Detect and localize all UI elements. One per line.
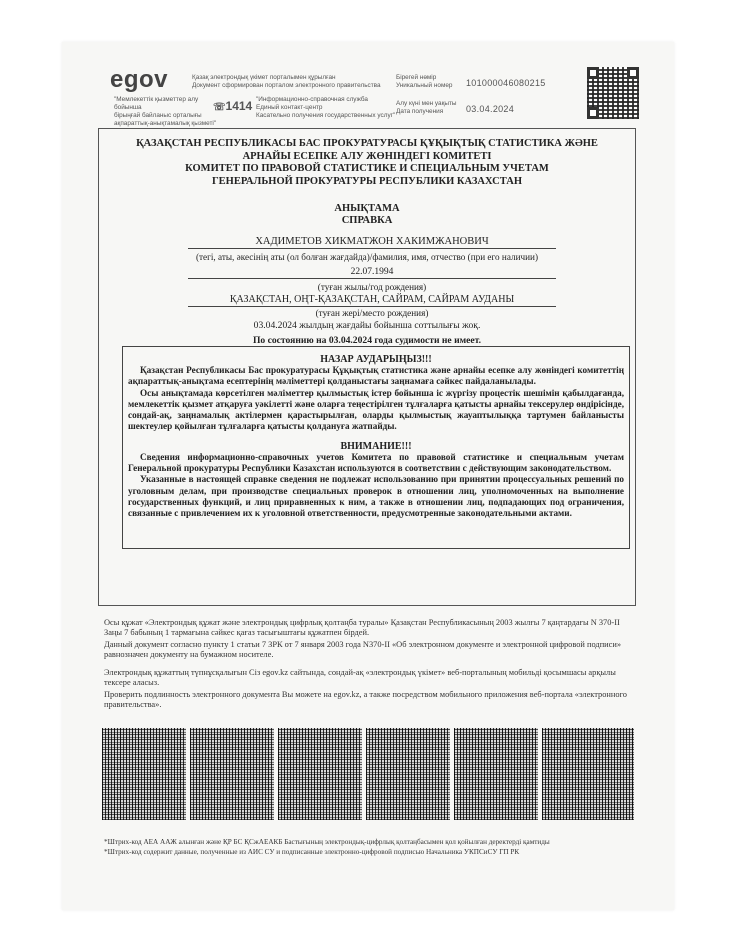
service-note-kz-line: бірыңғай байланыс орталығы xyxy=(114,112,202,119)
birth-place-caption: (туған жері/место рождения) xyxy=(315,308,429,318)
service-note-kz xyxy=(114,96,224,128)
status-kz: 03.04.2024 жылдың жағдайы бойынша соттылығы жоқ. xyxy=(253,320,481,331)
service-note-kz-line: "Мемлекеттік қызметтер алу бойынша xyxy=(114,96,199,111)
service-note-ru-line: "Информационно-справочная служба xyxy=(256,96,368,103)
doc-type-kz: АНЫҚТАМА xyxy=(334,203,400,214)
notice-content xyxy=(128,354,624,520)
portal-caption-ru: Документ сформирован порталом электронного правительства xyxy=(192,82,381,89)
barcode-block xyxy=(102,728,186,820)
footnote-ru: *Штрих-код содержит данные, полученные из АИС СУ и подписанные электронно-цифровой подписью Начальника УКПСиСУ ГП РК xyxy=(104,848,520,856)
egov-logo xyxy=(110,66,168,94)
service-note-kz-line: ақпараттық-анықтамалық қызметі" xyxy=(114,120,217,127)
notice-para-kz-2: Осы анықтамада көрсетілген мәліметтер қылмыстық істер бойынша іс жүргізу процестік шешімін қабылдағанда, мемлекеттік қызмет атқаруға уәкілетті және оларға теңестірілген тұлғаларға қатысты арнайы тексерулер өндірісінде, сондай-ақ, заңнамалық актілермен қарастырылған, оларды қылмыстық жауаптылыққа тартумен байланысты шектеулер қойылған тұлғаларға қатысты қолдануға жатпайды. xyxy=(128,387,624,432)
legal-ru: Данный документ согласно пункту 1 статьи 7 ЗРК от 7 января 2003 года N370-II «Об электронном документе и электронной цифровой подписи» равнозначен документу на бумажном носителе. xyxy=(104,640,622,660)
birth-date-caption: (туған жылы/год рождения) xyxy=(317,282,427,292)
notice-para-ru-2: Указанные в настоящей справке сведения не подлежат использованию при принятии процессуальных решений по уголовным делам, при производстве специальных проверок в отношении лиц, уполномоченных на выполнение государственных функций, и лиц приравненных к ним, а также в отношении лиц, подпадающих под ограничения, связанные с привлечением их к уголовной ответственности, предусмотренные законодательными актами. xyxy=(128,474,624,519)
notice-title-ru: ВНИМАНИЕ!!! xyxy=(340,440,412,452)
issuer-title-ru-1: КОМИТЕТ ПО ПРАВОВОЙ СТАТИСТИКЕ И СПЕЦИАЛЬНЫМ УЧЕТАМ xyxy=(185,163,549,174)
notice-title-kz: НАЗАР АУДАРЫҢЫЗ!!! xyxy=(320,354,432,365)
date-label-ru: Дата получения xyxy=(396,108,444,115)
barcode-block xyxy=(542,728,634,820)
date-value: 03.04.2024 xyxy=(466,104,515,114)
person-name-caption: (тегі, аты, әкесінің аты (ол болған жағдайда)/фамилия, имя, отчество (при его наличии) xyxy=(195,252,539,262)
status-ru: По состоянию на 03.04.2024 года судимости не имеет. xyxy=(252,335,482,346)
person-name: ХАДИМЕТОВ ХИКМАТЖОН ХАКИМЖАНОВИЧ xyxy=(188,235,556,249)
issuer-title-ru-2: ГЕНЕРАЛЬНОЙ ПРОКУРАТУРЫ РЕСПУБЛИКИ КАЗАХСТАН xyxy=(212,175,522,187)
portal-caption-kz: Қазақ электрондық үкімет порталымен құрылған xyxy=(192,74,336,81)
unique-number-label-kz: Бірегей нөмір xyxy=(396,74,437,81)
unique-number-value: 10100004608021​5 xyxy=(466,78,546,88)
qr-finder xyxy=(587,67,599,79)
issuer-title-kz-2: АРНАЙЫ ЕСЕПКЕ АЛУ ЖӨНІНДЕГІ КОМИТЕТІ xyxy=(242,150,492,162)
egov-logo-text: egov xyxy=(110,66,169,93)
verify-kz: Электрондық құжаттың түпнұсқалығын Сіз egov.kz сайтында, сондай-ақ «электрондық үкімет» веб-порталының мобильді қосымшасы арқылы тексере аласыз. xyxy=(104,668,616,688)
service-note-ru xyxy=(256,96,396,120)
qr-code xyxy=(587,67,639,119)
barcode-block xyxy=(278,728,362,820)
notice-para-kz-1: Қазақстан Республикасы Бас прокуратурасы Құқықтық статистика және арнайы есепке алу жөніндегі комитеттің ақпараттық-анықтама есептерінің мәліметтері қолданыстағы заңнамаға сәйкес пайдаланылады. xyxy=(128,365,624,387)
notice-para-ru-1: Сведения информационно-справочных учетов Комитета по правовой статистике и специальным учетам Генеральной прокуратуры Республики Казахстан используются в соответствии с действующим законодательством. xyxy=(128,451,624,474)
hotline-number-value: 1414 xyxy=(225,99,253,113)
unique-number-label-ru: Уникальный номер xyxy=(396,82,453,89)
doc-type-ru: СПРАВКА xyxy=(341,215,393,226)
phone-icon: ☏ xyxy=(213,102,226,113)
portal-caption xyxy=(192,74,392,90)
birth-date: 22.07.1994 xyxy=(188,266,556,279)
barcode-block xyxy=(366,728,450,820)
qr-finder xyxy=(587,107,599,119)
barcode-block xyxy=(454,728,538,820)
service-note-ru-line: Единый контакт-центр xyxy=(256,104,323,111)
birth-place: ҚАЗАҚСТАН, ОҢТ-ҚАЗАҚСТАН, САЙРАМ, САЙРАМ АУДАНЫ xyxy=(188,293,556,307)
qr-finder xyxy=(627,67,639,79)
footnote-kz: *Штрих-код АЕА ААЖ алынған және ҚР БС ҚСжАЕАКБ Бастығының электрондық-цифрлық қолтаңбасымен қол қойылған деректерді қамтиды xyxy=(104,838,550,846)
issuer-title xyxy=(100,138,634,188)
date-label-kz: Алу күні мен уақыты xyxy=(396,100,457,107)
barcode-block xyxy=(190,728,274,820)
hotline-number xyxy=(213,99,252,113)
verify-ru: Проверить подлинность электронного документа Вы можете на egov.kz, а также посредством мобильного приложения веб-портала «электронного правительства». xyxy=(104,690,627,710)
issuer-title-kz-1: ҚАЗАҚСТАН РЕСПУБЛИКАСЫ БАС ПРОКУРАТУРАСЫ ҚҰҚЫҚТЫҚ СТАТИСТИКА ЖӘНЕ xyxy=(136,138,598,149)
legal-kz: Осы құжат «Электрондық құжат және электрондық цифрлық қолтаңба туралы» Қазақстан Республикасының 2003 жылғы 7 қаңтардағы N 370-II Заңы 7 бабының 1 тармағына сәйкес қағаз тасығыштағы құжатпен бірдей. xyxy=(104,618,620,638)
date-label xyxy=(396,100,471,116)
service-note-ru-line: Касательно получения государственных услуг" xyxy=(256,112,396,119)
unique-number-label xyxy=(396,74,466,90)
